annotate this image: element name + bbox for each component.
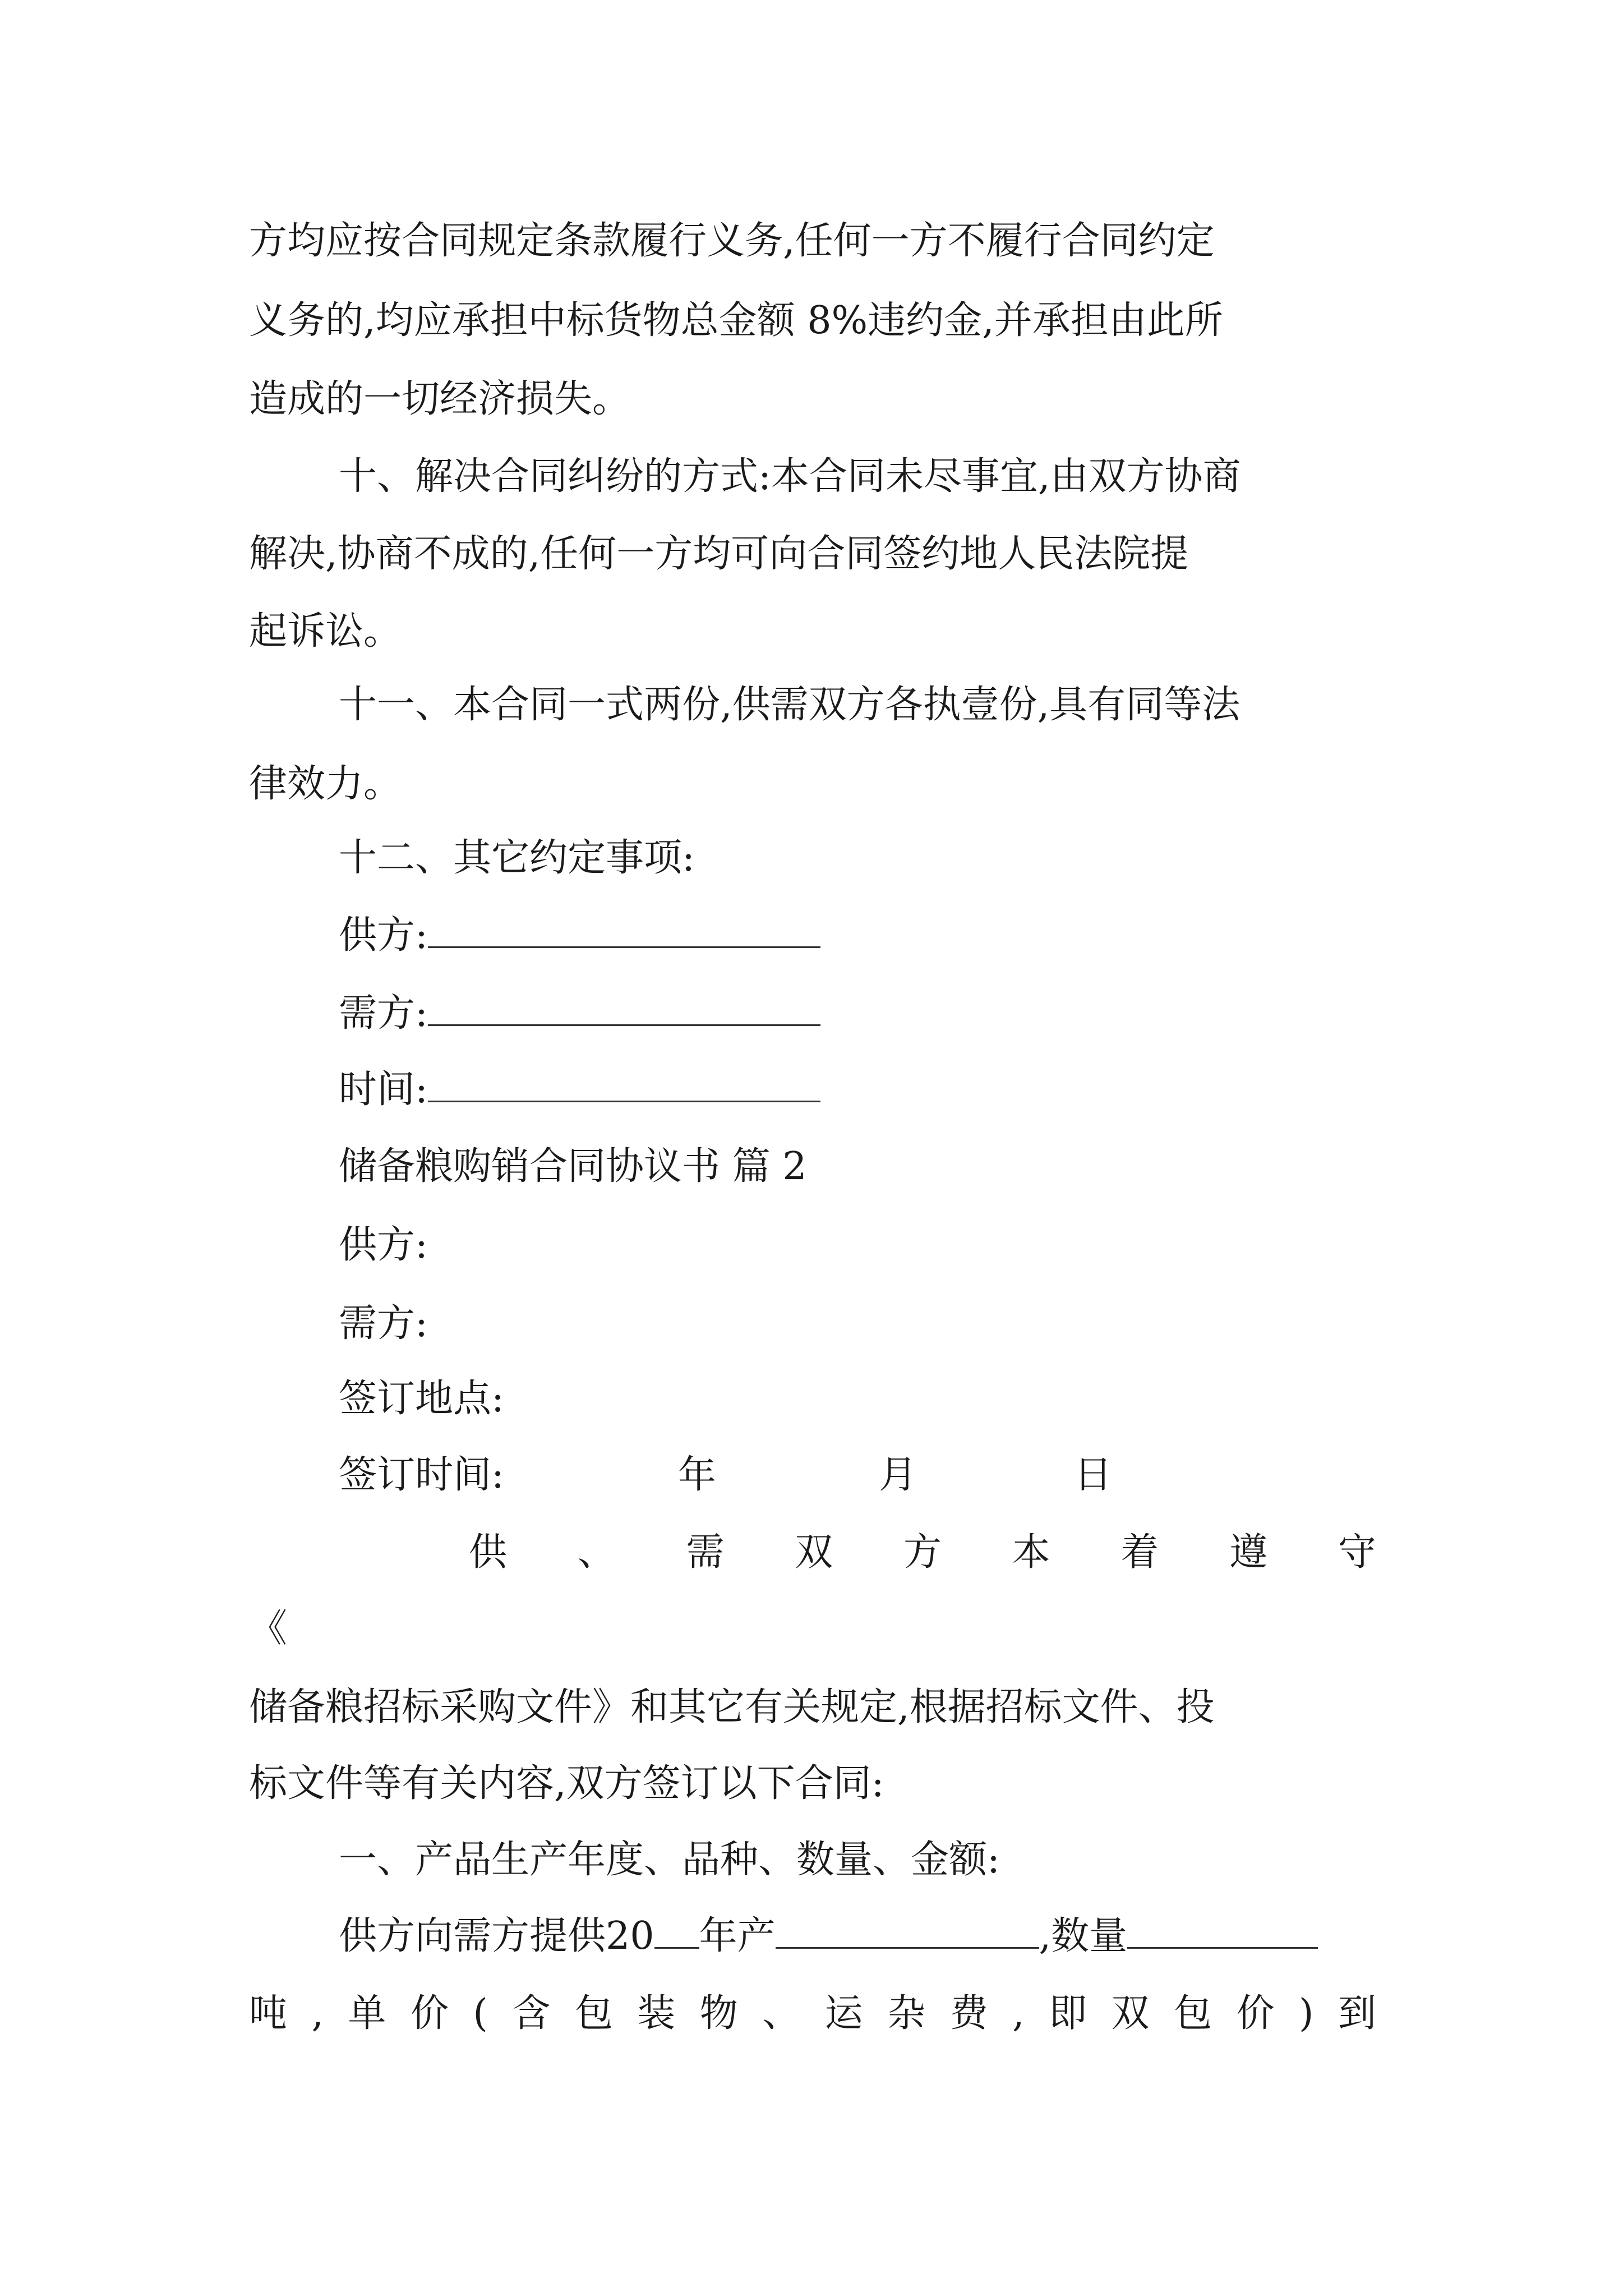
signature-buyer-label: 需方: [339,991,428,1036]
clause1-line-2 [249,1986,1376,2042]
contract2-day: 日 [1073,1453,1112,1497]
signature-time-label: 时间: [339,1068,428,1112]
clause1-product-blank [776,1912,1039,1949]
signature-supplier-row [339,908,820,964]
clause1-quantity-blank [1127,1912,1318,1949]
clause1-line-1 [339,1908,1318,1964]
preamble-char: 、 [577,1530,616,1575]
signature-time-blank [428,1066,820,1102]
contract2-preamble-bracket: 《 [249,1607,288,1651]
para9-line-2: 义务的,均应承担中标货物总金额 8%违约金,并承担由此所 [249,298,1223,343]
clause1-char: 单 [348,1991,386,2036]
signature-supplier-label: 供方: [339,913,428,958]
clause1-char: ( [473,1991,488,2036]
clause1-char: 运 [824,1991,863,2036]
clause1-char: ) [1298,1991,1314,2036]
clause1-char: 价 [1236,1991,1275,2036]
preamble-char: 供 [469,1530,508,1575]
signature-supplier-blank [428,912,820,948]
clause1-char: 双 [1111,1991,1150,2036]
preamble-char: 方 [903,1530,942,1575]
clause1-char: 吨 [249,1991,288,2036]
para12-heading: 十二、其它约定事项: [339,836,695,880]
preamble-char: 双 [795,1530,833,1575]
clause1-char: 装 [637,1991,676,2036]
para10-line-3: 起诉讼。 [249,609,402,654]
para10-line-1: 十、解决合同纠纷的方式:本合同未尽事宜,由双方协商 [339,454,1241,499]
clause1-char: , [311,1991,324,2036]
preamble-char: 本 [1012,1530,1050,1575]
para10-line-2: 解决,协商不成的,任何一方均可向合同签约地人民法院提 [249,532,1189,576]
contract2-date-row [339,1447,1112,1503]
contract2-supplier-label: 供方: [339,1223,428,1267]
contract2-preamble-line-2: 标文件等有关内容,双方签订以下合同: [249,1761,884,1806]
preamble-char: 守 [1338,1530,1376,1575]
para9-line-1: 方均应按合同规定条款履行义务,任何一方不履行合同约定 [249,219,1215,263]
clause1-char: 包 [574,1991,613,2036]
clause1-char: 、 [762,1991,801,2036]
preamble-char: 遵 [1229,1530,1268,1575]
contract2-place-label: 签订地点: [339,1377,504,1421]
clause1-char: , [1012,1991,1025,2036]
clause1-text-c: ,数量 [1039,1914,1128,1958]
para9-line-3: 造成的一切经济损失。 [249,377,631,421]
clause1-text-b: 年产 [699,1914,776,1958]
clause1-char: 到 [1338,1991,1376,2036]
clause1-char: 杂 [887,1991,926,2036]
contract2-preamble-spread [469,1525,1376,1581]
contract2-year: 年 [677,1453,716,1497]
clause1-char: 即 [1049,1991,1087,2036]
clause1-text-a: 供方向需方提供20 [339,1914,654,1958]
clause1-char: 含 [512,1991,551,2036]
para11-line-2: 律效力。 [249,762,402,806]
preamble-char: 需 [686,1530,725,1575]
clause1-char: 包 [1173,1991,1212,2036]
contract2-month: 月 [878,1453,917,1497]
clause1-title: 一、产品生产年度、品种、数量、金额: [339,1838,1000,1882]
signature-buyer-row [339,986,820,1042]
contract2-buyer-label: 需方: [339,1301,428,1346]
clause1-char: 费 [949,1991,988,2036]
signature-buyer-blank [428,990,820,1026]
para11-line-1: 十一、本合同一式两份,供需双方各执壹份,具有同等法 [339,683,1241,727]
clause1-year-blank [654,1912,699,1949]
signature-time-row [339,1062,820,1118]
contract2-preamble-line-1: 储备粮招标采购文件》和其它有关规定,根据招标文件、投 [249,1685,1215,1729]
contract2-time-label: 签订时间: [339,1453,504,1497]
preamble-char: 着 [1121,1530,1159,1575]
contract2-title: 储备粮购销合同协议书 篇 2 [339,1144,807,1189]
clause1-char: 价 [410,1991,449,2036]
clause1-char: 物 [699,1991,738,2036]
